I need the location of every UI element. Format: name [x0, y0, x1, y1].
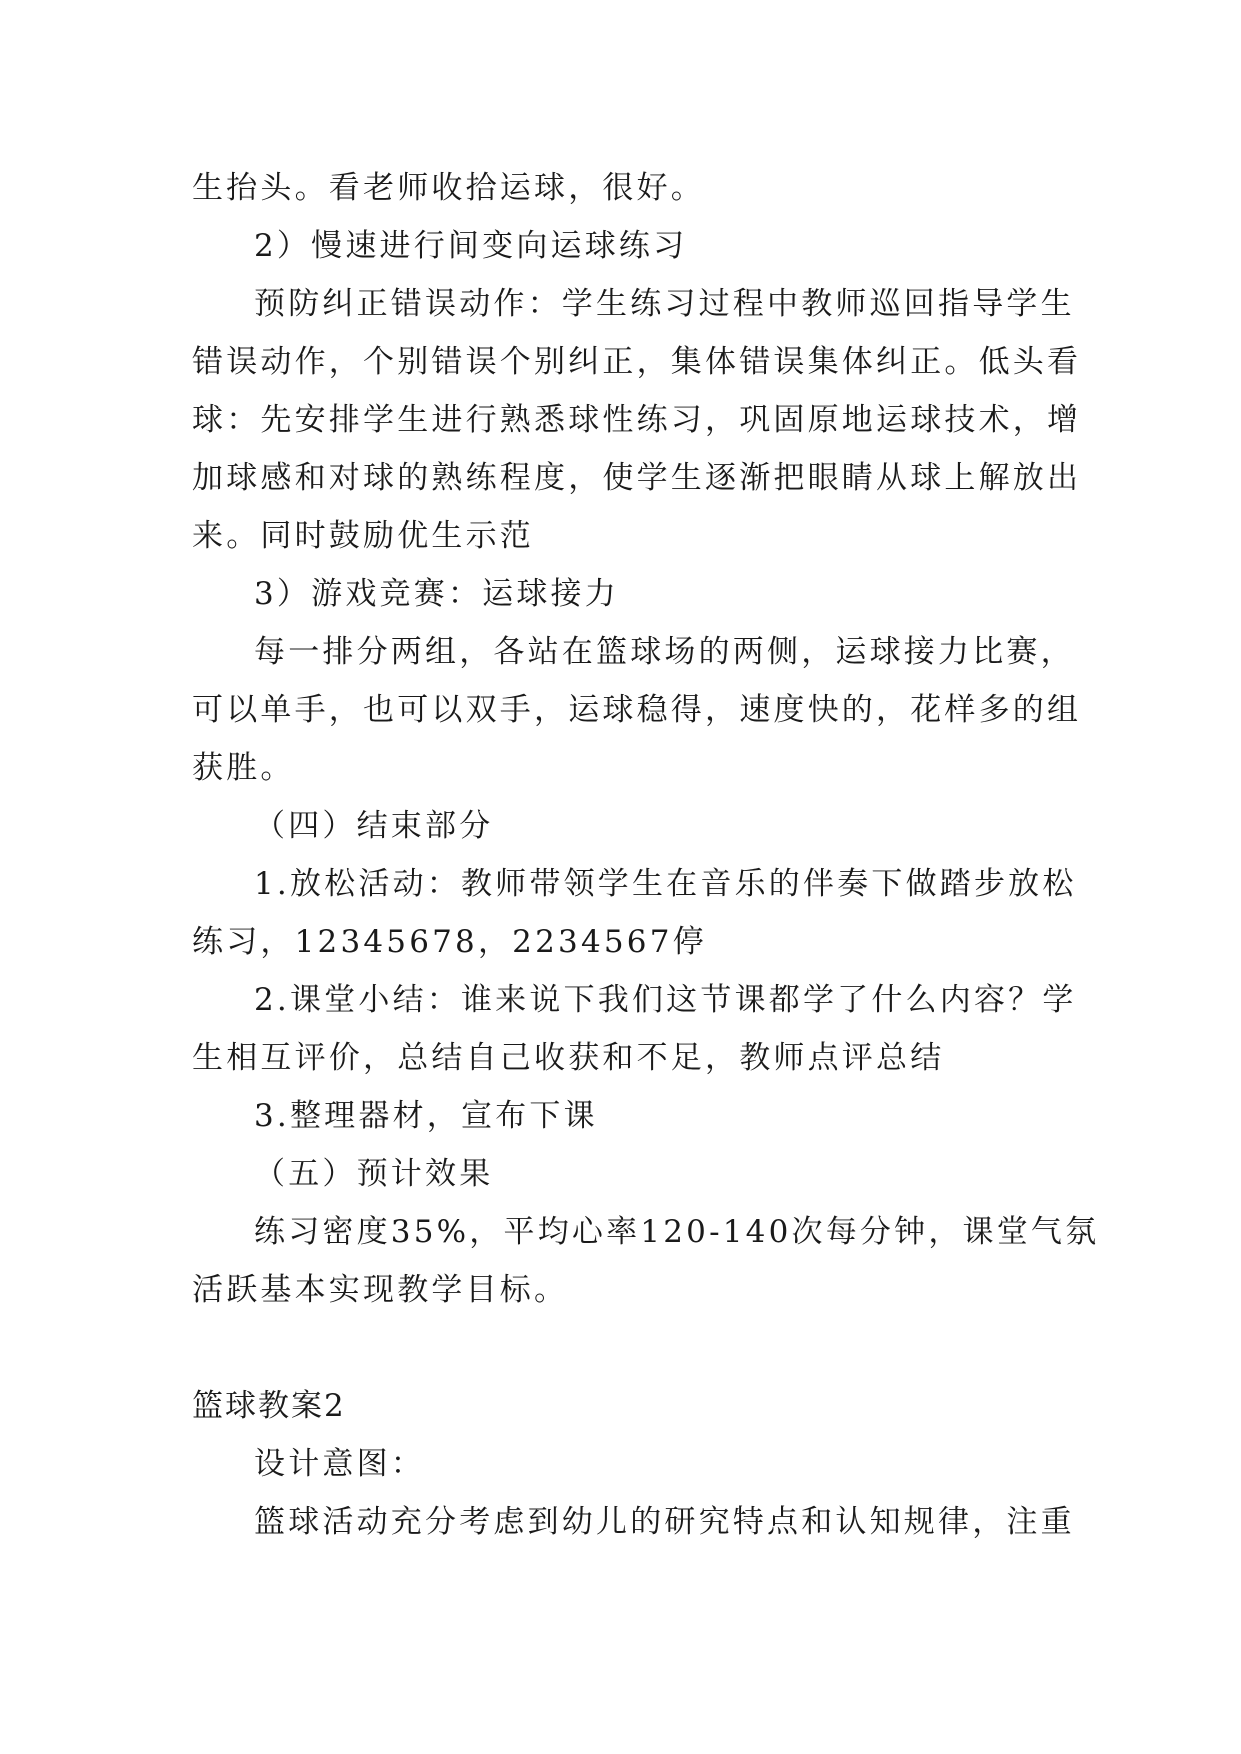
- section-heading: （四）结束部分: [254, 808, 494, 844]
- text-line: 练习密度35%，平均心率120-140次每分钟，课堂气氛: [254, 1214, 1100, 1250]
- text-line: 生抬头。看老师收拾运球，很好。: [192, 170, 705, 206]
- text-line: 来。同时鼓励优生示范: [192, 518, 534, 554]
- document-title: 篮球教案2: [192, 1388, 346, 1424]
- text-line: 1.放松活动：教师带领学生在音乐的伴奏下做踏步放松: [254, 866, 1077, 902]
- text-line: 2）慢速进行间变向运球练习: [254, 228, 688, 264]
- text-line: 篮球活动充分考虑到幼儿的研究特点和认知规律，注重: [254, 1504, 1075, 1540]
- text-line: 3.整理器材，宣布下课: [254, 1098, 598, 1134]
- text-line: 加球感和对球的熟练程度，使学生逐渐把眼睛从球上解放出: [192, 460, 1082, 496]
- text-line: 错误动作，个别错误个别纠正，集体错误集体纠正。低头看: [192, 344, 1082, 380]
- text-line: 设计意图：: [254, 1446, 425, 1482]
- text-line: 练习，12345678，2234567停: [192, 924, 707, 960]
- text-line: 可以单手，也可以双手，运球稳得，速度快的，花样多的组: [192, 692, 1082, 728]
- text-line: 获胜。: [192, 750, 295, 786]
- text-line: 生相互评价，总结自己收获和不足，教师点评总结: [192, 1040, 945, 1076]
- text-line: 球：先安排学生进行熟悉球性练习，巩固原地运球技术，增: [192, 402, 1082, 438]
- text-line: 2.课堂小结：谁来说下我们这节课都学了什么内容？学: [254, 982, 1077, 1018]
- text-line: 每一排分两组，各站在篮球场的两侧，运球接力比赛，: [254, 634, 1075, 670]
- text-line: 预防纠正错误动作：学生练习过程中教师巡回指导学生: [254, 286, 1075, 322]
- text-line: 活跃基本实现教学目标。: [192, 1272, 569, 1308]
- text-line: 3）游戏竞赛：运球接力: [254, 576, 619, 612]
- section-heading: （五）预计效果: [254, 1156, 494, 1192]
